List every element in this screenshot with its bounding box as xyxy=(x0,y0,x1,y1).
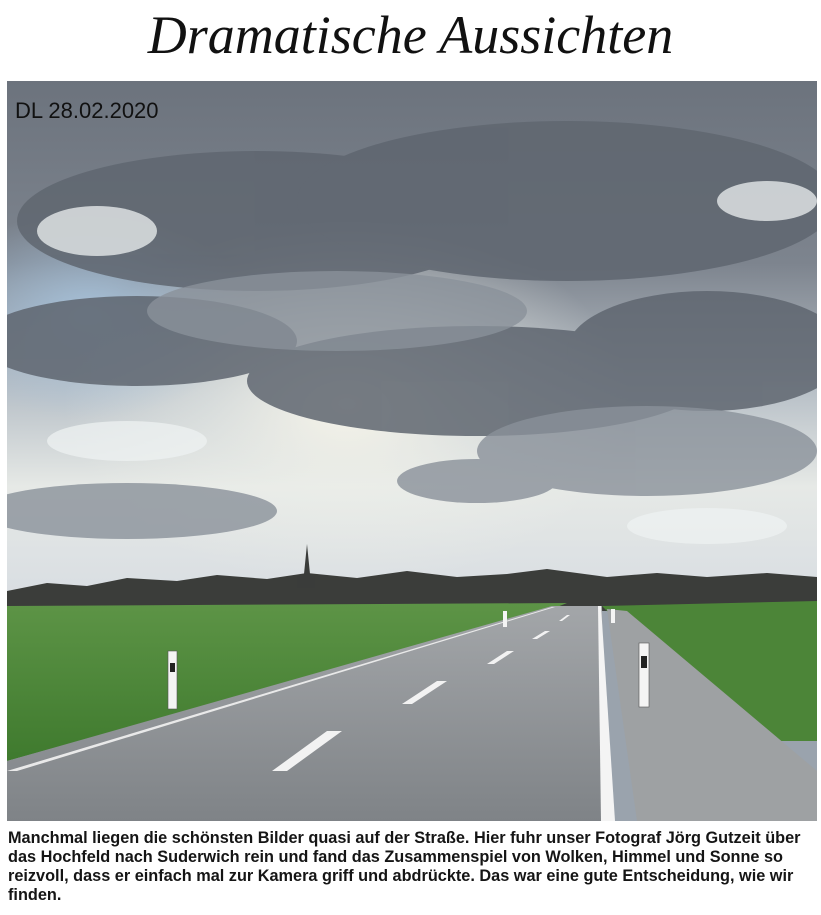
photo-caption: Manchmal liegen die schönsten Bilder quasi auf der Straße. Hier fuhr unser Fotograf Jörg Gutzeit über das Hochfeld nach Suderwich rein und fand das Zusammenspiel von Wolken, Himmel und Sonne so reizvoll, dass er einfach mal zur Kamera griff und abdrückte. Das war eine gute Entscheidung, wie wir finden. xyxy=(8,829,801,904)
headline: Dramatische Aussichten xyxy=(147,5,674,65)
photo-dateline: DL 28.02.2020 xyxy=(15,98,159,123)
article-photo xyxy=(7,81,817,821)
landscape-photo-illustration xyxy=(7,81,817,821)
